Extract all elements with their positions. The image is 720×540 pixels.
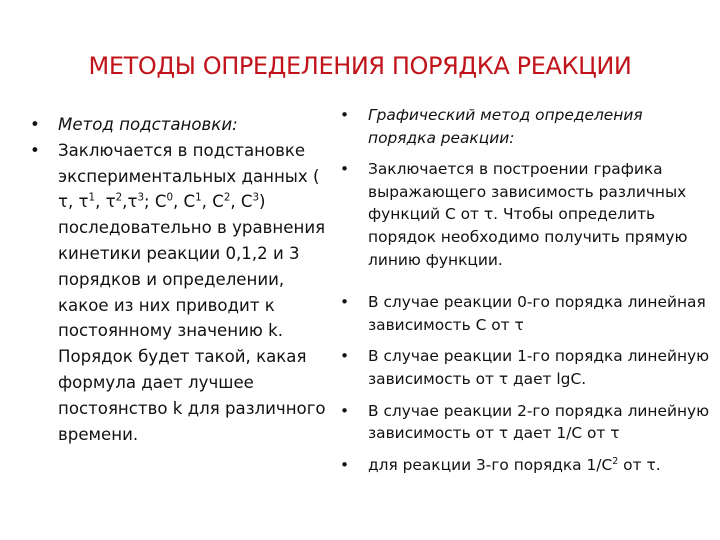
bullet-icon: • — [30, 115, 40, 134]
bullet-icon: • — [340, 401, 350, 420]
superscript: 0 — [166, 191, 173, 204]
superscript: 3 — [137, 191, 144, 204]
second-order-item — [336, 400, 712, 445]
zero-order-item — [336, 291, 712, 336]
superscript: 2 — [612, 455, 619, 467]
bullet-icon: • — [30, 140, 40, 160]
description-text: ,τ — [122, 192, 138, 212]
first-order-item — [336, 345, 712, 390]
superscript: 1 — [195, 191, 202, 204]
page-title: МЕТОДЫ ОПРЕДЕЛЕНИЯ ПОРЯДКА РЕАКЦИИ — [88, 52, 632, 80]
list-item-text: для реакции 3-го порядка 1/С — [368, 455, 613, 474]
bullet-icon: • — [340, 106, 350, 124]
bullet-icon: • — [340, 347, 350, 366]
graphical-method-column — [336, 104, 712, 476]
list-item-text: В случае реакции 0-го порядка линейная зависимость С от τ — [368, 293, 706, 334]
substitution-method-heading-item — [24, 112, 334, 138]
description-text: Заключается в подстановке экспериментальных данных ( τ, τ — [58, 140, 320, 212]
description-text: ) последовательно в уравнения кинетики реакции 0,1,2 и 3 порядков и определении, какое из них приводит к постоянному значению k. Порядок будет такой, какая формула дает лучшее постоянство k для различного времени. — [58, 192, 326, 444]
list-item-text: В случае реакции 2-го порядка линейную зависимость от τ дает 1/С от τ — [368, 401, 710, 443]
description-text: , C — [201, 192, 224, 212]
bullet-icon: • — [340, 455, 350, 474]
graphical-method-heading: Графический метод определения порядка реакции: — [368, 106, 643, 147]
description-text: , C — [172, 192, 196, 212]
list-item-text: В случае реакции 1-го порядка линейную зависимость от τ дает lgC. — [368, 347, 710, 388]
bullet-icon: • — [340, 293, 350, 312]
third-order-item — [336, 454, 712, 477]
list-item-text: от τ. — [618, 455, 661, 474]
description-text: , τ — [95, 192, 116, 212]
bullet-icon: • — [340, 160, 350, 179]
substitution-method-heading: Метод подстановки: — [58, 115, 238, 134]
substitution-method-description — [24, 138, 334, 448]
superscript: 2 — [223, 191, 231, 204]
graphical-method-heading-item — [336, 104, 712, 149]
superscript: 2 — [115, 191, 123, 204]
superscript: 1 — [88, 191, 96, 204]
list-item-text: Заключается в построении графика выражающего зависимость различных функций С от τ. Чтобы определить порядок необходимо получить прямую линию функции. — [368, 160, 688, 269]
description-text: ; C — [143, 192, 167, 212]
superscript: 3 — [252, 191, 260, 204]
substitution-method-column — [24, 112, 334, 447]
description-text: , C — [230, 192, 253, 212]
graphical-method-description — [336, 158, 712, 271]
